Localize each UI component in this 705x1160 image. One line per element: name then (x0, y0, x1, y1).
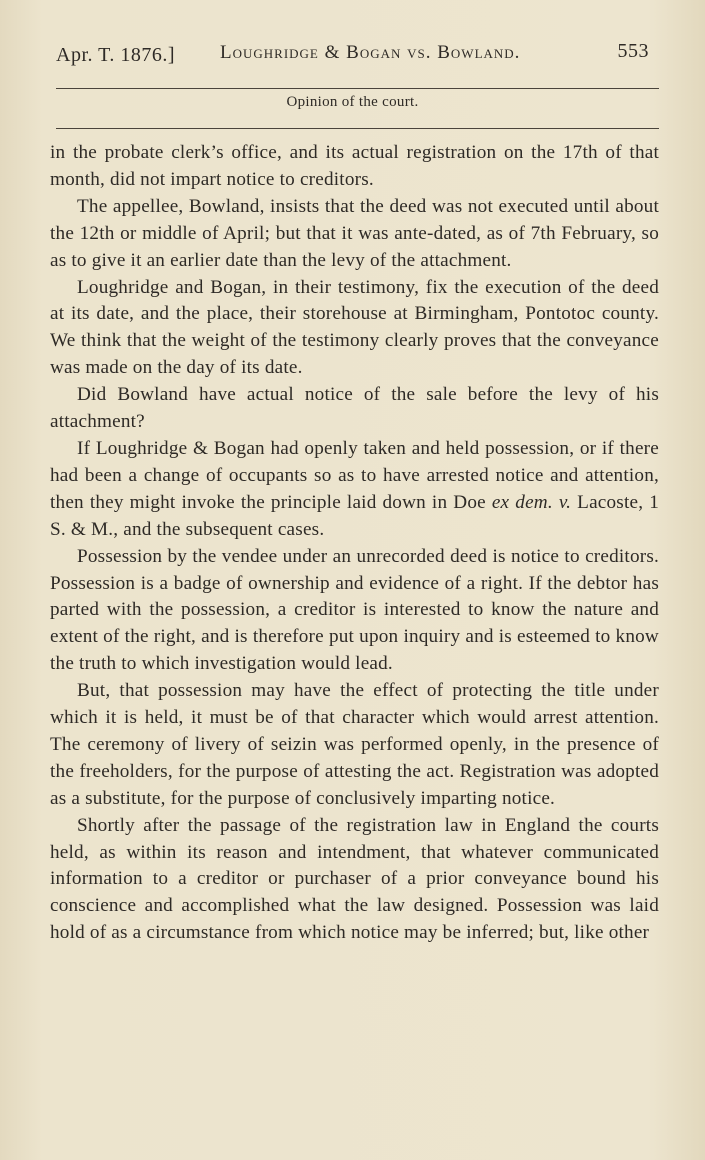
header-rule-top (56, 88, 659, 89)
paragraph-4: Did Bowland have actual notice of the sale before the levy of his attachment? (50, 384, 659, 433)
running-head (50, 38, 659, 68)
paragraph-7: But, that possession may have the effect of protecting the title under which it is held, it must be of that character which would arrest attention. The ceremony of livery of seizin was performed openly, in the presence of the freeholders, for the purpose of attesting the act. Registration was adopted as a substitute, for the purpose of conclusively imparting notice. (50, 680, 659, 809)
term-label: Apr. T. 1876.] (56, 44, 176, 66)
paragraph-1: in the probate clerk’s office, and its actual registration on the 17th of that month, did not impart notice to creditors. (50, 142, 659, 190)
header-rule-bottom (56, 128, 659, 129)
paragraph-2: The appellee, Bowland, insists that the deed was not executed until about the 12th or middle of April; but that it was ante-dated, as of 7th February, so as to give it an earlier date than the levy of the attachment. (50, 195, 659, 271)
section-label: Opinion of the court. (286, 94, 419, 110)
paragraph-8: Shortly after the passage of the registration law in England the courts held, as within its reason and intendment, that whatever communicated information to a creditor or purchaser of a prior conveyance bound his conscience and accomplished what the law designed. Possession was laid hold of as a circumstance from which notice may be inferred; but, like other (50, 814, 659, 944)
paragraph-5 (50, 436, 659, 544)
citation-italic: ex dem. v. (491, 491, 572, 513)
opinion-text (50, 140, 659, 947)
case-title: Loughridge & Bogan vs. Bowland. (220, 42, 521, 63)
citation-after: Lacoste, 1 S. & M., and the subsequent cases. (50, 491, 659, 540)
paragraph-3: Loughridge and Bogan, in their testimony, fix the execution of the deed at its date, and the place, their storehouse at Birmingham, Pontotoc county. We think that the weight of the testimony clearly proves that the conveyance was made on the day of its date. (50, 276, 659, 379)
page-number: 553 (617, 40, 649, 62)
paragraph-6: Possession by the vendee under an unrecorded deed is notice to creditors. Possession is a badge of ownership and evidence of a right. If the debtor has parted with the possession, a creditor is interested to know the nature and extent of the right, and is therefore put upon inquiry and is esteemed to know the truth to which investigation would lead. (50, 545, 659, 675)
citation-before: If Loughridge & Bogan had openly taken and held possession, or if there had been a change of occupants so as to have arrested notice and attention, then they might invoke the principle laid down in Doe (50, 437, 659, 513)
